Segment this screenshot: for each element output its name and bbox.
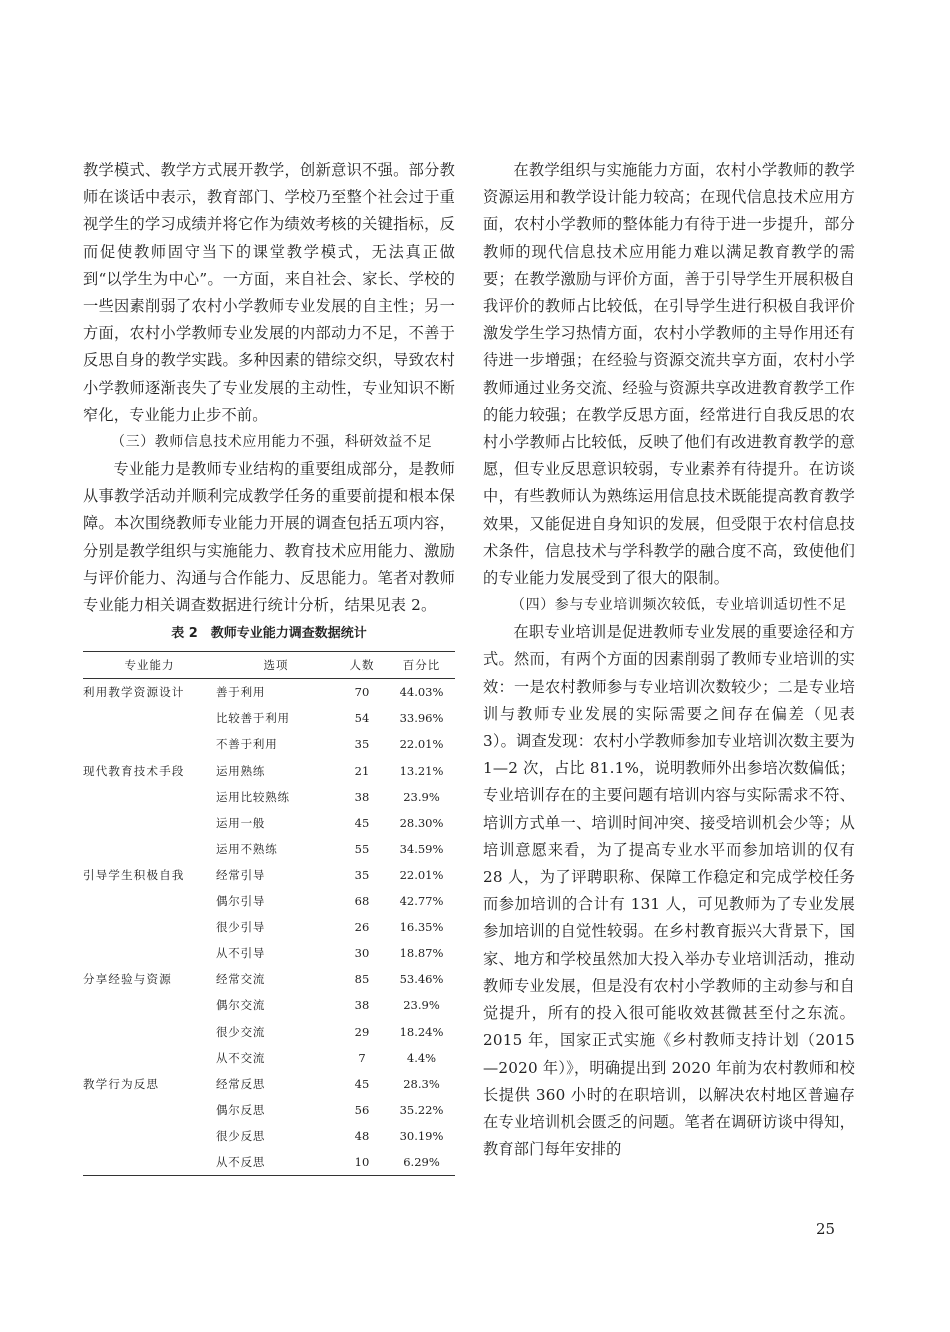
right-column [483, 157, 855, 1163]
section-heading-3: （三）教师信息技术应用能力不强，科研效益不足 [111, 434, 433, 451]
option-cell: 偶尔交流 [216, 998, 266, 1013]
option-cell: 从不反思 [216, 1154, 266, 1169]
count-cell: 85 [354, 972, 370, 987]
table-row [83, 784, 455, 810]
count-cell: 56 [354, 1102, 370, 1117]
table-row [83, 1097, 455, 1123]
count-cell: 70 [354, 685, 370, 700]
count-cell: 26 [354, 920, 370, 935]
left-column [83, 157, 455, 1176]
ability-cell [83, 1149, 216, 1176]
count-cell: 55 [354, 841, 370, 856]
table-row [83, 966, 455, 992]
table-row [83, 1071, 455, 1097]
table-row [83, 1018, 455, 1044]
option-cell: 运用不熟练 [216, 841, 278, 856]
percent-cell: 28.3% [403, 1076, 440, 1091]
count-cell: 45 [354, 1076, 370, 1091]
percent-cell: 22.01% [399, 737, 444, 752]
header-option: 选项 [263, 658, 289, 673]
option-cell: 运用一般 [216, 815, 266, 830]
table-row [83, 1045, 455, 1071]
ability-cell [83, 888, 216, 914]
table-row [83, 810, 455, 836]
count-cell: 38 [354, 998, 370, 1013]
table-row [83, 992, 455, 1018]
percent-cell: 6.29% [403, 1154, 440, 1169]
option-cell: 善于利用 [216, 685, 266, 700]
ability-cell [83, 810, 216, 836]
table-row [83, 914, 455, 940]
ability-cell: 引导学生积极自我 [83, 867, 185, 882]
option-cell: 很少反思 [216, 1128, 266, 1143]
ability-cell [83, 1123, 216, 1149]
option-cell: 很少引导 [216, 920, 266, 935]
count-cell: 45 [354, 815, 370, 830]
table-row [83, 679, 455, 706]
option-cell: 比较善于利用 [216, 711, 290, 726]
option-cell: 运用比较熟练 [216, 789, 290, 804]
percent-cell: 23.9% [403, 998, 440, 1013]
table-caption: 表 2 教师专业能力调查数据统计 [171, 626, 367, 642]
percent-cell: 22.01% [399, 867, 444, 882]
table-row [83, 1149, 455, 1176]
percent-cell: 44.03% [399, 685, 444, 700]
option-cell: 很少交流 [216, 1024, 266, 1039]
count-cell: 35 [354, 737, 370, 752]
table-row [83, 1123, 455, 1149]
percent-cell: 28.30% [399, 815, 444, 830]
ability-cell [83, 784, 216, 810]
option-cell: 经常反思 [216, 1076, 266, 1091]
count-cell: 35 [354, 867, 370, 882]
header-count: 人数 [349, 658, 375, 673]
percent-cell: 33.96% [399, 711, 444, 726]
ability-survey-table [83, 651, 455, 1176]
table-header-row [83, 652, 455, 679]
ability-cell [83, 705, 216, 731]
paragraph-professional-ability: 专业能力是教师专业结构的重要组成部分，是教师从事教学活动并顺利完成教学任务的重要前提和根本保障。本次围绕教师专业能力开展的调查包括五项内容，分别是教学组织与实施能力、教育技术应用能力、激励与评价能力、沟通与合作能力、反思能力。笔者对教师专业能力相关调查数据进行统计分析，结果见表 2。 [83, 460, 455, 615]
table-row [83, 888, 455, 914]
ability-cell [83, 940, 216, 966]
percent-cell: 18.24% [399, 1024, 444, 1039]
ability-cell: 现代教育技术手段 [83, 763, 185, 778]
count-cell: 10 [354, 1154, 370, 1169]
ability-cell: 教学行为反思 [83, 1076, 160, 1091]
percent-cell: 13.21% [399, 763, 444, 778]
ability-cell [83, 1018, 216, 1044]
percent-cell: 18.87% [399, 946, 444, 961]
option-cell: 偶尔反思 [216, 1102, 266, 1117]
table-row [83, 705, 455, 731]
table-row [83, 758, 455, 784]
ability-cell [83, 1097, 216, 1123]
ability-cell [83, 914, 216, 940]
count-cell: 54 [354, 711, 370, 726]
option-cell: 偶尔引导 [216, 894, 266, 909]
header-ability: 专业能力 [124, 658, 175, 673]
count-cell: 21 [354, 763, 370, 778]
option-cell: 从不引导 [216, 946, 266, 961]
percent-cell: 16.35% [399, 920, 444, 935]
section-heading-4: （四）参与专业培训频次较低，专业培训适切性不足 [511, 597, 847, 614]
ability-cell [83, 731, 216, 757]
table-row [83, 940, 455, 966]
table-row [83, 862, 455, 888]
count-cell: 48 [354, 1128, 370, 1143]
ability-cell: 分享经验与资源 [83, 972, 172, 987]
percent-cell: 23.9% [403, 789, 440, 804]
percent-cell: 53.46% [399, 972, 444, 987]
paragraph-ability-analysis: 在教学组织与实施能力方面，农村小学教师的教学资源运用和教学设计能力较高；在现代信息技术应用方面，农村小学教师的整体能力有待于进一步提升，部分教师的现代信息技术应用能力难以满足教育教学的需要；在教学激励与评价方面，善于引导学生开展积极自我评价的教师占比较低，在引导学生进行积极自我评价激发学生学习热情方面，农村小学教师的主导作用还有待进一步增强；在经验与资源交流共享方面，农村小学教师通过业务交流、经验与资源共享改进教育教学工作的能力较强；在教学反思方面，经常进行自我反思的农村小学教师占比较低，反映了他们有改进教育教学的意愿，但专业反思意识较弱，专业素养有待提升。在访谈中，有些教师认为熟练运用信息技术既能提高教育教学效果，又能促进自身知识的发展，但受限于农村信息技术条件，信息技术与学科教学的融合度不高，致使他们的专业能力发展受到了很大的限制。 [483, 161, 855, 588]
page-number: 25 [816, 1220, 836, 1238]
percent-cell: 35.22% [399, 1102, 444, 1117]
option-cell: 从不交流 [216, 1050, 266, 1065]
count-cell: 7 [358, 1050, 366, 1065]
table-row [83, 731, 455, 757]
ability-cell [83, 992, 216, 1018]
percent-cell: 4.4% [406, 1050, 437, 1065]
table-row [83, 836, 455, 862]
count-cell: 38 [354, 789, 370, 804]
header-percent: 百分比 [402, 658, 441, 673]
option-cell: 经常引导 [216, 867, 266, 882]
percent-cell: 42.77% [399, 894, 444, 909]
percent-cell: 34.59% [399, 841, 444, 856]
paragraph-continuation: 教学模式、教学方式展开教学，创新意识不强。部分教师在谈话中表示，教育部门、学校乃至整个社会过于重视学生的学习成绩并将它作为绩效考核的关键指标，反而促使教师固守当下的课堂教学模式，无法真正做到“以学生为中心”。一方面，来自社会、家长、学校的一些因素削弱了农村小学教师专业发展的自主性；另一方面，农村小学教师专业发展的内部动力不足，不善于反思自身的教学实践。多种因素的错综交织，导致农村小学教师逐渐丧失了专业发展的主动性，专业知识不断窄化，专业能力止步不前。 [83, 161, 455, 424]
option-cell: 经常交流 [216, 972, 266, 987]
paragraph-training: 在职专业培训是促进教师专业发展的重要途径和方式。然而，有两个方面的因素削弱了教师专业培训的实效：一是农村教师参与专业培训次数较少；二是专业培训与教师专业发展的实际需要之间存在偏差（见表 3）。调查发现：农村小学教师参加专业培训次数主要为 1—2 次，占比 81.1%，说明教师外出参培次数偏低；专业培训存在的主要问题有培训内容与实际需求不符、培训方式单一、培训时间冲突、接受培训机会少等；从培训意愿来看，为了提高专业水平而参加培训的仅有 28 人，为了评聘职称、保障工作稳定和完成学校任务而参加培训的合计有 131 人，可见教师为了专业发展参加培训的自觉性较弱。在乡村教育振兴大背景下，国家、地方和学校虽然加大投入举办专业培训活动，推动教师专业发展，但是没有农村小学教师的主动参与和自觉提升，所有的投入很可能收效甚微甚至付之东流。2015 年，国家正式实施《乡村教师支持计划（2015—2020 年）》，明确提出到 2020 年前为农村教师和校长提供 360 小时的在职培训，以解决农村地区普遍存在专业培训机会匮乏的问题。笔者在调研访谈中得知，教育部门每年安排的 [483, 623, 855, 1159]
option-cell: 不善于利用 [216, 737, 278, 752]
ability-cell [83, 1045, 216, 1071]
count-cell: 68 [354, 894, 370, 909]
percent-cell: 30.19% [399, 1128, 444, 1143]
count-cell: 29 [354, 1024, 370, 1039]
option-cell: 运用熟练 [216, 763, 266, 778]
ability-cell: 利用教学资源设计 [83, 685, 185, 700]
ability-cell [83, 836, 216, 862]
count-cell: 30 [354, 946, 370, 961]
